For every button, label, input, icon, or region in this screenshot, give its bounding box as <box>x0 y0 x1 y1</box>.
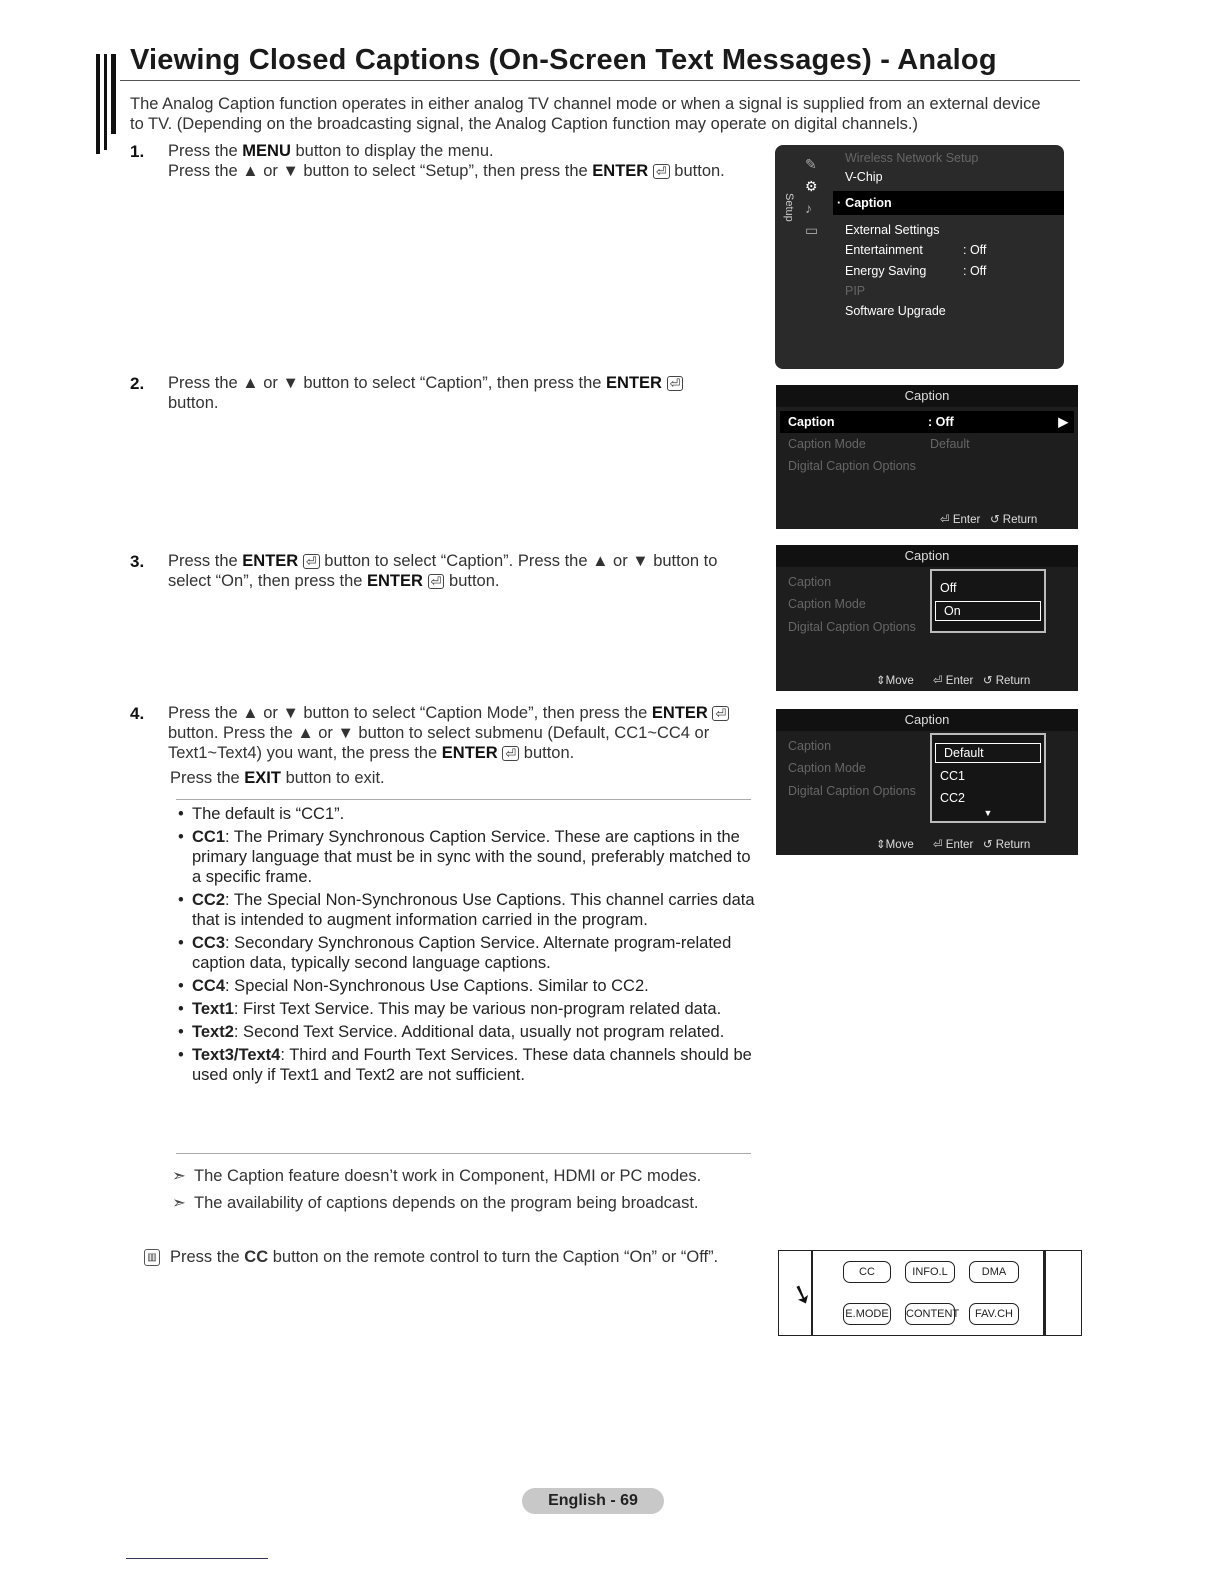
bullets-top-rule <box>176 799 751 800</box>
setup-icons-column <box>805 153 827 241</box>
note-arrow-icon: ➣ <box>172 1194 186 1212</box>
return-icon: ↺ <box>989 514 1000 526</box>
setup-item-caption[interactable] <box>833 191 1064 215</box>
setup-item-external[interactable]: External Settings <box>845 223 940 237</box>
option-cc2[interactable]: CC2 <box>940 791 966 805</box>
term: CC2 <box>192 891 226 909</box>
caption-row[interactable]: Caption <box>788 739 832 753</box>
desc: : First Text Service. This may be various non-program related data. <box>233 1000 722 1018</box>
desc: : Third and Fourth Text Services. These data channels should be used only if Text1 and Text2 are not sufficient. <box>192 1046 752 1084</box>
step-4-text-c: button. Press the ▲ or ▼ button to select submenu (Default, CC1~CC4 or Text1~Text4) you want, the press the <box>168 724 710 762</box>
step-4-text <box>168 703 764 763</box>
setup-item-software[interactable]: Software Upgrade <box>845 304 946 318</box>
page-title: Viewing Closed Captions (On-Screen Text Messages) - Analog <box>130 44 997 76</box>
step-1-text-f: button. <box>669 162 725 180</box>
arrow-right-icon: ▶ <box>1058 415 1068 429</box>
setup-item-pip[interactable]: PIP <box>845 284 866 298</box>
screen-header: Caption <box>776 545 1078 567</box>
list-item <box>178 804 758 824</box>
caption-mode-value: Default <box>930 437 970 451</box>
gear-icon: ⚙ <box>805 178 818 194</box>
bottom-rule <box>126 1558 268 1559</box>
list-item <box>178 890 758 930</box>
title-rule <box>120 80 1080 81</box>
setup-side-label: Setup <box>783 193 795 222</box>
note-1-text: The Caption feature doesn’t work in Component, HDMI or PC modes. <box>194 1167 702 1185</box>
scroll-down-icon[interactable]: ▼ <box>983 808 993 818</box>
setup-item-entertainment[interactable] <box>845 243 1045 257</box>
step-2-text-c: button. <box>168 394 219 412</box>
enter-icon: ⏎ <box>653 164 670 179</box>
emode-button[interactable]: E.MODE <box>843 1303 891 1325</box>
digital-caption-row[interactable]: Digital Caption Options <box>788 784 916 798</box>
setup-item-vchip[interactable]: V-Chip <box>845 170 883 184</box>
return-icon: ↺ <box>982 675 993 687</box>
caption-onoff-screen <box>776 545 1078 691</box>
setup-menu-screen <box>775 145 1064 369</box>
remote-tip-a: Press the <box>170 1248 245 1266</box>
step-3-text-a: Press the <box>168 552 243 570</box>
enter-icon: ⏎ <box>932 675 943 687</box>
step-2-number: 2. <box>130 374 145 393</box>
note-1 <box>172 1166 701 1186</box>
option-cc1[interactable]: CC1 <box>940 769 966 783</box>
caption-options-popup <box>930 569 1046 633</box>
step-3-text-e: button. <box>444 572 500 590</box>
caption-mode-label: Caption Mode <box>788 437 866 451</box>
enter-key: ENTER <box>651 704 708 722</box>
term: CC3 <box>192 934 226 952</box>
menu-key: MENU <box>242 142 291 160</box>
move-label: Move <box>885 839 914 851</box>
step-4-exit-text <box>170 768 385 788</box>
enter-key: ENTER <box>367 572 423 590</box>
digital-caption-row[interactable]: Digital Caption Options <box>788 459 916 473</box>
return-label: Return <box>1002 514 1038 526</box>
dma-button[interactable]: DMA <box>969 1261 1019 1283</box>
left-bar-2 <box>104 54 107 150</box>
option-on[interactable]: On <box>935 601 1041 621</box>
enter-label: Enter <box>952 514 981 526</box>
desc: : The Special Non-Synchronous Use Captions. This channel carries data that is intended to augment information carried in the program. <box>192 891 755 929</box>
screen-footer <box>940 512 1037 526</box>
caption-row-value: : Off <box>928 415 954 429</box>
updown-icon: ⇕ <box>876 839 886 851</box>
exit-text-c: button to exit. <box>280 769 385 787</box>
caption-mode-row[interactable] <box>788 437 1068 451</box>
digital-caption-row[interactable]: Digital Caption Options <box>788 620 916 634</box>
entertainment-value: : Off <box>963 243 987 257</box>
step-3-text-c: button to select “Caption”. Press the ▲ or ▼ button to select “On”, then press the <box>168 552 718 590</box>
antenna-icon: ✎ <box>805 156 817 172</box>
caption-mode-row[interactable]: Caption Mode <box>788 597 866 611</box>
remote-tip-c: button on the remote control to turn the Caption “On” or “Off”. <box>268 1248 719 1266</box>
cc-button[interactable]: CC <box>843 1261 891 1283</box>
setup-item-energy[interactable] <box>845 264 1045 278</box>
enter-label: Enter <box>945 839 974 851</box>
content-button[interactable]: CONTENT <box>905 1303 955 1325</box>
step-4-number: 4. <box>130 704 145 723</box>
list-item <box>178 933 758 973</box>
step-4-text-e: button. <box>519 744 575 762</box>
enter-label: Enter <box>945 675 974 687</box>
enter-icon: ⏎ <box>940 514 950 526</box>
enter-icon: ⏎ <box>502 746 519 761</box>
desc: The default is “CC1”. <box>192 805 345 823</box>
enter-key: ENTER <box>606 374 662 392</box>
option-default[interactable]: Default <box>935 743 1041 763</box>
info-button[interactable]: INFO.L <box>905 1261 955 1283</box>
enter-icon: ⏎ <box>667 376 684 391</box>
remote-icon: ▥ <box>144 1249 160 1266</box>
favch-button[interactable]: FAV.CH <box>969 1303 1019 1325</box>
entertainment-label: Entertainment <box>845 243 923 257</box>
step-1-text <box>168 141 768 181</box>
bullets-bottom-rule <box>176 1153 751 1154</box>
step-1-text-d: Press the ▲ or ▼ button to select “Setup”, then press the <box>168 162 593 180</box>
term: Text2 <box>192 1023 234 1041</box>
term: Text3/Text4 <box>192 1046 281 1064</box>
list-item <box>178 976 758 996</box>
caption-mode-popup <box>930 733 1046 823</box>
setup-item-wireless[interactable]: Wireless Network Setup <box>845 151 979 165</box>
screen-header: Caption <box>776 385 1078 407</box>
term: CC4 <box>192 977 226 995</box>
caption-mode-row[interactable]: Caption Mode <box>788 761 866 775</box>
pointer-arrow-icon: ➘ <box>786 1276 818 1312</box>
intro-text: The Analog Caption function operates in either analog TV channel mode or when a signal is supplied from an external device to TV. (Depending on the broadcasting signal, the Analog Caption function may operate on digital channels.) <box>130 95 1041 133</box>
exit-key: EXIT <box>244 769 281 787</box>
caption-menu-screen <box>776 385 1078 529</box>
desc: : Second Text Service. Additional data, usually not program related. <box>233 1023 725 1041</box>
energy-label: Energy Saving <box>845 264 927 278</box>
move-label: Move <box>885 675 914 687</box>
left-bar-1 <box>96 54 100 154</box>
enter-icon: ⏎ <box>932 839 943 851</box>
remote-control-illustration <box>778 1250 1082 1336</box>
step-4-text-a: Press the ▲ or ▼ button to select “Caption Mode”, then press the <box>168 704 652 722</box>
setup-item-caption-label: Caption <box>845 196 892 210</box>
step-1-text-c: button to display the menu. <box>290 142 494 160</box>
enter-icon: ⏎ <box>712 706 729 721</box>
updown-icon: ⇕ <box>876 675 886 687</box>
remote-edge-right <box>1043 1251 1046 1335</box>
step-3-number: 3. <box>130 552 145 571</box>
screen-footer <box>876 673 1030 687</box>
desc: : Special Non-Synchronous Use Captions. Similar to CC2. <box>225 977 649 995</box>
term: CC1 <box>192 828 226 846</box>
screen-footer <box>876 837 1030 851</box>
bullet-dot: · <box>837 196 842 210</box>
sound-icon: ♪ <box>805 200 812 216</box>
energy-value: : Off <box>963 264 987 278</box>
enter-key: ENTER <box>592 162 649 180</box>
page-number: English - 69 <box>522 1488 664 1514</box>
step-1-number: 1. <box>130 142 145 161</box>
note-2-text: The availability of captions depends on the program being broadcast. <box>194 1194 699 1212</box>
step-2-text <box>168 373 728 413</box>
note-arrow-icon: ➣ <box>172 1167 186 1185</box>
cc-key: CC <box>244 1248 269 1266</box>
list-item <box>178 1045 758 1085</box>
step-2-text-a: Press the ▲ or ▼ button to select “Caption”, then press the <box>168 374 607 392</box>
desc: : Secondary Synchronous Caption Service. Alternate program-related caption data, typically second language captions. <box>192 934 732 972</box>
enter-icon: ⏎ <box>303 554 320 569</box>
list-item <box>178 827 758 887</box>
option-off[interactable]: Off <box>940 581 957 595</box>
enter-key: ENTER <box>242 552 299 570</box>
exit-text-a: Press the <box>170 769 245 787</box>
left-bar-3 <box>111 54 116 134</box>
screen-header: Caption <box>776 709 1078 731</box>
list-item <box>178 999 758 1019</box>
step-1-text-a: Press the <box>168 142 243 160</box>
caption-row-label: Caption <box>788 415 835 429</box>
term: Text1 <box>192 1000 234 1018</box>
input-icon: ▭ <box>805 222 819 238</box>
caption-row[interactable] <box>780 411 1074 433</box>
return-icon: ↺ <box>982 839 993 851</box>
note-2 <box>172 1193 698 1213</box>
remote-tip <box>144 1248 718 1267</box>
step-3-text <box>168 551 758 591</box>
list-item <box>178 1022 758 1042</box>
enter-key: ENTER <box>441 744 498 762</box>
desc: : The Primary Synchronous Caption Service. These are captions in the primary language that must be in sync with the sound, preferably matched to a specific frame. <box>192 828 751 886</box>
caption-mode-screen <box>776 709 1078 855</box>
return-label: Return <box>995 675 1031 687</box>
enter-icon: ⏎ <box>428 574 445 589</box>
caption-row[interactable]: Caption <box>788 575 832 589</box>
caption-mode-list <box>178 804 758 1088</box>
return-label: Return <box>995 839 1031 851</box>
